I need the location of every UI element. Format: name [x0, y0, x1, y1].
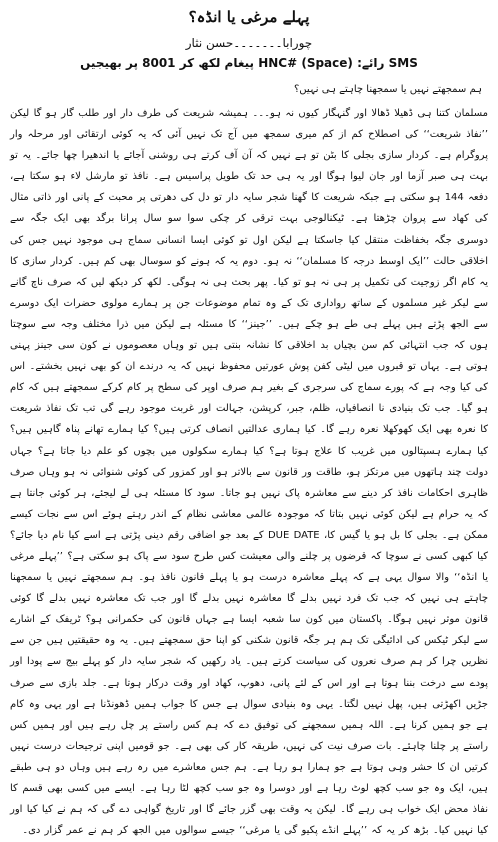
column-byline: چورابا۔۔۔۔۔۔۔حسن نثار	[185, 36, 313, 50]
body-paragraph: مسلمان کتنا ہی ڈھیلا ڈھالا اور گنہگار کیوں نہ ہو۔۔۔ ہمیشہ شریعت کی طرف دار اور طلب گار ہو گا لیکن ’’نفاذ شریعت‘‘ کی اصطلاح کم از کم میری سمجھ میں آج تک نہیں آئی کہ یہ کوئی ارتقائی اور مرحلہ وار پروگرام ہے۔ کردار سازی بجلی کا بٹن تو ہے نہیں کہ آن آف کرتے ہی روشنی آجائے یا اندھیرا چھا جائے۔ یہ تو بہت ہی صبر آزما اور جان لیوا ہوگا اور یہ ہی حد تک طویل پراسیس ہے۔ نافذ تو مارشل لاء ہو سکتا ہے، دفعہ 144 ہو سکتی ہے جبکہ شریعت کا گھنا شجر سایہ دار تو دل کی دھرتی پر محبت کے پانی اور ذاتی مثال کی کھاد سے پروان چڑھتا ہے۔ ٹیکنالوجی بہت ترقی کر چکی سوا سو سال پرانا برگد بھی ایک جگہ سے دوسری جگہ بخفاظت منتقل کیا جاسکتا ہے لیکن اول تو کوئی ایسا انسانی سماج ہی موجود نہیں جس کی اخلاقی حالت ’’ایک اوسط درجہ کا مسلمان‘‘ نہ ہو۔ دوم یہ کہ ہونے کو سوسال بھی کم ہیں۔ کردار سازی کا یہ کام اگر زوجیت کی تکمیل پر ہی نہ ہو تو کیا۔ پھر بحث ہی نہ ہوگی۔ لکھ کر دیکھ لیں کہ صرف ناچ گانے سے لیکر غیر مسلموں کے ساتھ رواداری تک کے وہ تمام موضوعات جن پر ہمارے مولوی حضرات ایک دوسرے سے الجھ پڑتے ہیں پہلے ہی طے ہو چکے ہیں۔ ’’جینز‘‘ کا مسئلہ ہے لیکن میں ذرا مختلف وجہ سے سوچتا ہوں کہ جب انتہائی کم سن بچیاں بد اخلاقی کا نشانہ بنتی ہیں تو وہاں معصوموں نے کون سی جینز پہنی ہوتی ہے۔ یہاں تو قبروں میں لیٹی کفن پوش عورتیں محفوظ نہیں کہ یہ درندے ان کو بھی نہیں بخشتے۔ اس کی کیا وجہ ہے کہ پورے سماج کی سرجری کے بغیر ہم صرف اوپر کی سطح پر کام کرکے سمجھتے ہیں کہ کام ہو گیا۔ جب تک بنیادی نا انصافیاں، ظلم، جبر، کرپشن، جہالت اور غربت موجود رہے گی تب تک نفاذ شریعت کا نعرہ بھی ایک کھوکھلا نعرہ رہے گا۔ کیا ہماری عدالتیں انصاف کرتی ہیں؟ کیا ہمارے تھانے پناہ گاہیں ہیں؟ کیا ہمارے ہسپتالوں میں غریب کا علاج ہوتا ہے؟ کیا ہمارے سکولوں میں بچوں کو علم دیا جاتا ہے؟ جہاں دولت چند ہاتھوں میں مرتکز ہو، طاقت ور قانون سے بالاتر ہو اور کمزور کی کوئی شنوائی نہ ہو وہاں صرف ظاہری احکامات نافذ کر دینے سے معاشرہ پاک نہیں ہو جاتا۔ سود کا مسئلہ ہی لے لیجئے، ہر کوئی جانتا ہے کہ یہ حرام ہے لیکن کوئی نہیں بتاتا کہ موجودہ عالمی معاشی نظام کے اندر رہتے ہوئے اس سے نجات کیسے ممکن ہے۔ بجلی کا بل ہو یا گیس کا، DUE DATE کے بعد جو اضافی رقم دینی پڑتی ہے اسے کیا نام دیا جائے؟ کیا کبھی کسی نے سوچا کہ قرضوں پر چلنے والی معیشت کس طرح سود سے پاک ہو سکتی ہے؟ ’’پہلے مرغی یا انڈہ‘‘ والا سوال یہی ہے کہ پہلے معاشرہ درست ہو یا پہلے قانون نافذ ہو۔ ہم سمجھتے نہیں یا سمجھنا چاہتے ہی نہیں کہ جب تک فرد نہیں بدلے گا معاشرہ نہیں بدلے گا اور جب تک معاشرہ نہیں بدلے گا کوئی قانون موثر نہیں ہوگا۔ پاکستان میں کون سا شعبہ ایسا ہے جہاں قانون کی حکمرانی ہو؟ ٹریفک کے اشارے سے لیکر ٹیکس کی ادائیگی تک ہم ہر جگہ قانون شکنی کو اپنا حق سمجھتے ہیں۔ یہ وہ حقیقتیں ہیں جن سے نظریں چرا کر ہم صرف نعروں کی سیاست کرتے ہیں۔ یاد رکھیں کہ شجر سایہ دار کو پہلے بیج سے پودا اور پودے سے درخت بننا ہوتا ہے اور اس کے لئے پانی، دھوپ، کھاد اور وقت درکار ہوتا ہے۔ جلد بازی سے صرف جڑیں اکھڑتی ہیں، پھل نہیں لگتا۔ یہی وہ بنیادی سوال ہے جس کا جواب ہمیں ڈھونڈنا ہے اور یہی وہ کام ہے جو ہمیں کرنا ہے۔ اللہ ہمیں سمجھنے کی توفیق دے کہ ہم کس راستے پر چل رہے ہیں اور ہمیں کس راستے پر چلنا چاہئے۔ بات صرف نیت کی نہیں، طریقہ کار کی بھی ہے۔ جو قومیں اپنی ترجیحات درست نہیں کرتیں ان کا حشر وہی ہوتا ہے جو ہمارا ہو رہا ہے۔ ہم جس معاشرے میں رہ رہے ہیں وہاں دو ہی طبقے ہیں، ایک وہ جو سب کچھ لوٹ رہا ہے اور دوسرا وہ جو سب کچھ لٹا رہا ہے۔ ایسے میں کسی بھی قسم کا نفاذ محض ایک خواب ہی رہے گا۔ لیکن یہ وقت بھی گزر جائے گا اور تاریخ گواہی دے گی کہ ہم نے کیا کیا اور کیا نہیں کیا۔ بڑھ کر یہ کہ ’’پہلے انڈے پکیو گی یا مرغی‘‘ جیسے سوالوں میں الجھ کر ہم نے عمر گزار دی۔	[10, 108, 488, 837]
column-body	[10, 103, 488, 841]
column-title: پہلے مرغی یا انڈہ؟	[188, 8, 310, 26]
sms-instruction: SMS رائے: HNC# (Space) پیغام لکھ کر 8001 پر بھیجیں	[80, 56, 418, 70]
column-lead: ہم سمجھتے نہیں یا سمجھنا چاہتے ہی نہیں؟	[294, 84, 482, 95]
